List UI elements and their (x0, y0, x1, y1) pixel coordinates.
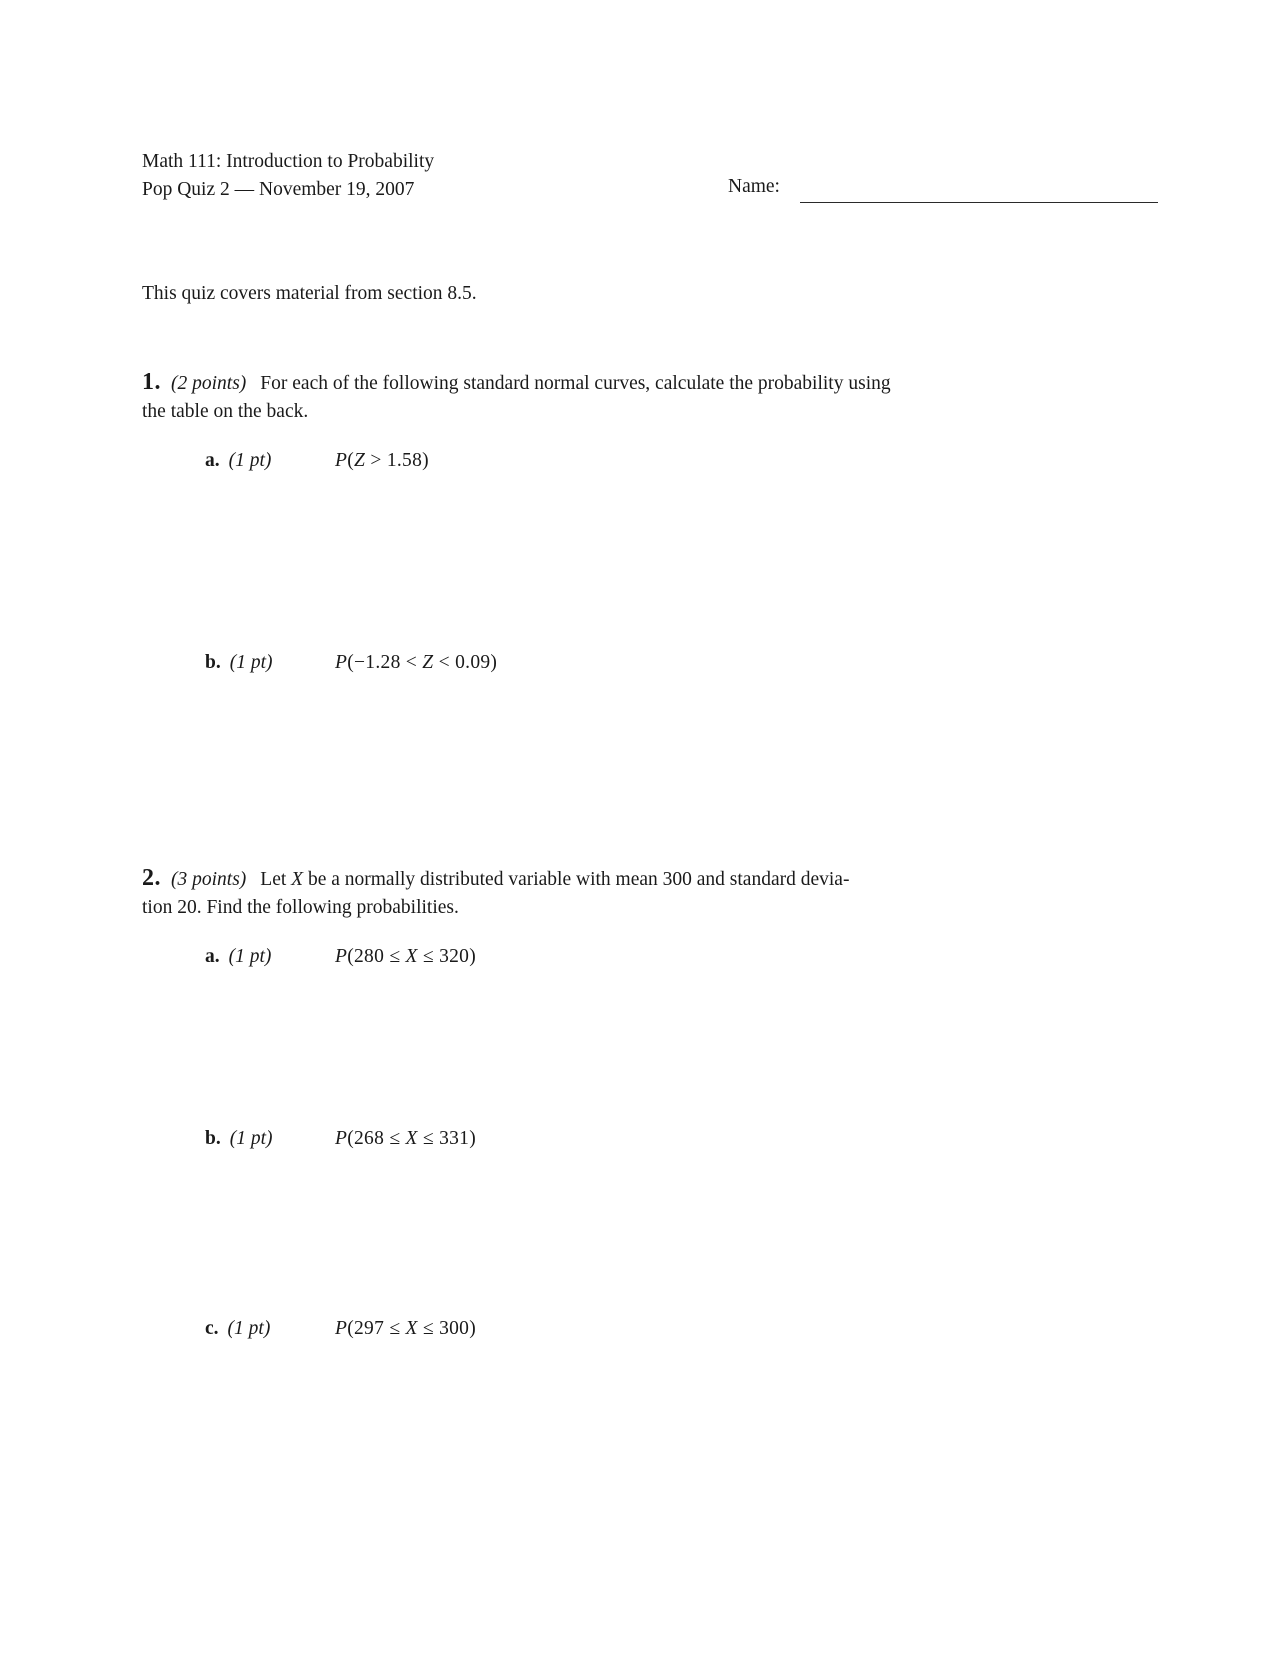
question-1a (205, 450, 429, 472)
question-1-points: (2 points) (171, 373, 247, 394)
question-1b (205, 652, 497, 674)
intro-text: This quiz covers material from section 8.5. (142, 283, 477, 304)
question-2b-points: (1 pt) (229, 1128, 273, 1149)
question-2-points: (3 points) (171, 869, 247, 890)
course-title: Math 111: Introduction to Probability (142, 151, 435, 172)
question-2a-expression: P(280 ≤ X ≤ 320) (335, 946, 477, 967)
question-2a-label: a. (205, 946, 220, 967)
name-label: Name: (728, 176, 780, 197)
question-2 (142, 864, 1072, 922)
question-2-text-line1: Let X be a normally distributed variable with mean 300 and standard devia- (260, 869, 850, 890)
question-2c-points: (1 pt) (227, 1318, 271, 1339)
question-1a-points: (1 pt) (228, 450, 272, 471)
question-2-number: 2. (142, 865, 161, 891)
question-2a (205, 946, 476, 968)
question-1-text-line1: For each of the following standard normal curves, calculate the probability using (260, 373, 891, 394)
question-1 (142, 368, 1072, 426)
question-2c-label: c. (205, 1318, 219, 1339)
question-2b-expression: P(268 ≤ X ≤ 331) (335, 1128, 477, 1149)
question-1-number: 1. (142, 369, 161, 395)
question-2b-label: b. (205, 1128, 221, 1149)
quiz-subtitle: Pop Quiz 2 — November 19, 2007 (142, 179, 415, 200)
question-1-text-line2: the table on the back. (142, 401, 309, 422)
question-1b-expression: P(−1.28 < Z < 0.09) (335, 652, 498, 673)
question-2c-expression: P(297 ≤ X ≤ 300) (335, 1318, 477, 1339)
question-1a-expression: P(Z > 1.58) (335, 450, 429, 471)
name-blank-line (800, 182, 1158, 203)
question-2-text-line2: tion 20. Find the following probabilities. (142, 897, 459, 918)
question-1a-label: a. (205, 450, 220, 471)
question-2c (205, 1318, 476, 1340)
question-1b-label: b. (205, 652, 221, 673)
question-2b (205, 1128, 476, 1150)
question-2a-points: (1 pt) (228, 946, 272, 967)
question-1b-points: (1 pt) (229, 652, 273, 673)
